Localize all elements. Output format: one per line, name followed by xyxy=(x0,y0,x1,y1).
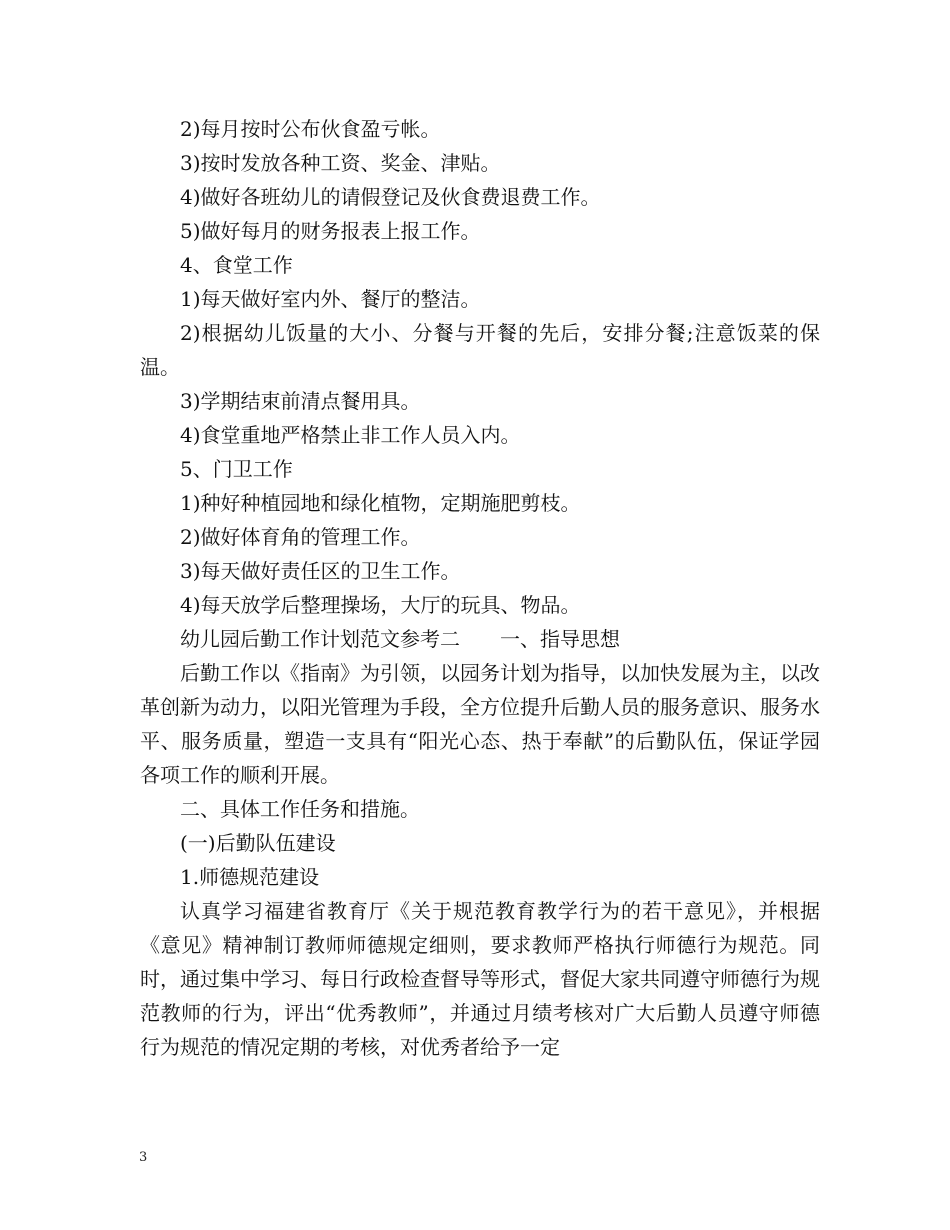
section-heading: (一)后勤队伍建设 xyxy=(180,831,336,855)
document-body xyxy=(140,112,820,1064)
paragraph: 2)每月按时公布伙食盈亏帐。 xyxy=(180,117,441,141)
paragraph: 后勤工作以《指南》为引领，以园务计划为指导，以加快发展为主，以改革创新为动力，以阳光管理为手段，全方位提升后勤人员的服务意识、服务水平、服务质量，塑造一支具有“阳光心态、热于奉献”的后勤队伍，保证学园各项工作的顺利开展。 xyxy=(140,661,820,787)
section-heading: 5、门卫工作 xyxy=(180,457,293,481)
paragraph: 4)每天放学后整理操场，大厅的玩具、物品。 xyxy=(180,593,581,617)
paragraph: 4)食堂重地严格禁止非工作人员入内。 xyxy=(180,423,521,447)
paragraph: 2)根据幼儿饭量的大小、分餐与开餐的先后，安排分餐;注意饭菜的保温。 xyxy=(140,321,820,379)
paragraph: 4)做好各班幼儿的请假登记及伙食费退费工作。 xyxy=(180,185,601,209)
paragraph: 3)学期结束前清点餐用具。 xyxy=(180,389,421,413)
paragraph: 3)每天做好责任区的卫生工作。 xyxy=(180,559,461,583)
paragraph: 2)做好体育角的管理工作。 xyxy=(180,525,421,549)
paragraph: 3)按时发放各种工资、奖金、津贴。 xyxy=(180,151,501,175)
section-heading: 1.师德规范建设 xyxy=(180,865,320,889)
section-heading: 幼儿园后勤工作计划范文参考二 一、指导思想 xyxy=(180,627,620,651)
page-number: 3 xyxy=(139,1150,148,1165)
paragraph: 1)种好种植园地和绿化植物，定期施肥剪枝。 xyxy=(180,491,581,515)
paragraph: 1)每天做好室内外、餐厅的整洁。 xyxy=(180,287,481,311)
paragraph: 认真学习福建省教育厅《关于规范教育教学行为的若干意见》，并根据《意见》精神制订教师师德规定细则，要求教师严格执行师德行为规范。同时，通过集中学习、每日行政检查督导等形式，督促大家共同遵守师德行为规范教师的行为，评出“优秀教师”，并通过月绩考核对广大后勤人员遵守师德行为规范的情况定期的考核，对优秀者给予一定 xyxy=(140,899,820,1059)
section-heading: 二、具体工作任务和措施。 xyxy=(180,797,420,821)
paragraph: 5)做好每月的财务报表上报工作。 xyxy=(180,219,481,243)
section-heading: 4、食堂工作 xyxy=(180,253,293,277)
